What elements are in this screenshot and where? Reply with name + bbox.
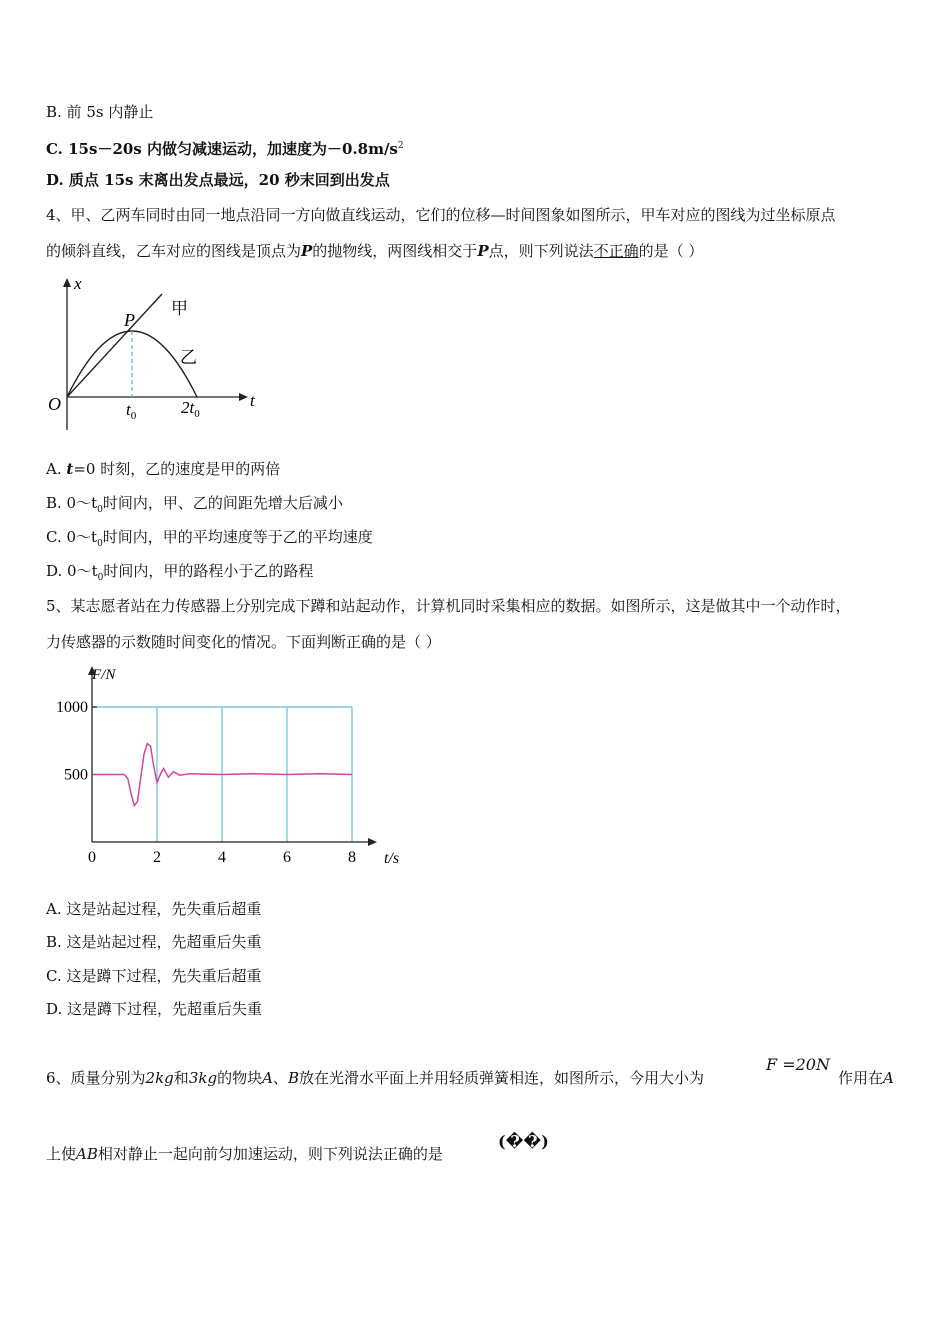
q3-option-b: B. 前 5s 内静止 <box>46 103 154 121</box>
q5-x-label: t/s <box>384 850 400 867</box>
q4-label-yi: 乙 <box>180 348 197 367</box>
q6-stem-line1-end <box>838 1068 894 1088</box>
q4-tick-2t0-sub: 0 <box>194 408 200 420</box>
q4-stem-part-c: 点，则下列说法 <box>488 242 594 260</box>
q4-t-axis-arrow <box>239 393 248 401</box>
q5-y-tick-1000: 1000 <box>56 699 88 716</box>
q4-option-b <box>46 493 343 520</box>
q6-stem-line1 <box>46 1068 704 1088</box>
q4-stem-part-b: 的抛物线，两图线相交于 <box>312 242 478 260</box>
q4-option-c-post: 时间内，甲的平均速度等于乙的平均速度 <box>102 528 373 546</box>
q4-option-a-pre: A. <box>46 460 67 478</box>
q4-stem-p2: P <box>477 242 489 260</box>
q5-option-a: A. 这是站起过程，先失重后超重 <box>46 900 262 918</box>
q5-option-c: C. 这是蹲下过程，先失重后超重 <box>46 967 262 985</box>
q4-stem-underlined: 不正确 <box>593 242 639 260</box>
q4-label-origin: O <box>48 394 61 414</box>
q6-part-b: 和 <box>173 1069 189 1087</box>
q4-stem-part-d: 的是（ ） <box>638 242 704 260</box>
q3-option-c-sup: 2 <box>397 141 404 151</box>
q5-stem-line1: 5、某志愿者站在力传感器上分别完成下蹲和站起动作，计算机同时采集相应的数据。如图所示，这是做其中一个动作时， <box>46 597 851 615</box>
q6-sep: 、 <box>272 1069 288 1087</box>
q4-option-a-post: =0 时刻，乙的速度是甲的两倍 <box>73 460 281 478</box>
q4-option-d-pre: D. 0～t <box>46 562 98 580</box>
q6-part-a: 6、质量分别为 <box>46 1069 146 1087</box>
q4-xt-graph <box>40 272 280 434</box>
q4-stem-line2 <box>46 241 703 261</box>
q4-option-a-t: t <box>66 460 74 478</box>
q4-option-d-post: 时间内，甲的路程小于乙的路程 <box>103 562 314 580</box>
q6-stem-line2 <box>46 1144 443 1164</box>
q5-x-tick-8: 8 <box>348 849 356 866</box>
q3-option-c-text: C. 15s－20s 内做匀减速运动，加速度为－0.8m/s <box>46 140 398 158</box>
q6-answer-paren: (��) <box>498 1132 549 1151</box>
q4-tick-2t0 <box>181 398 200 420</box>
q3-option-c <box>46 136 404 159</box>
q6-block-a2: A <box>883 1069 894 1087</box>
q4-option-d <box>46 561 313 588</box>
q5-option-d: D. 这是蹲下过程，先超重后失重 <box>46 1000 263 1018</box>
q5-x-tick-6: 6 <box>283 849 291 866</box>
q6-block-a: A <box>262 1069 273 1087</box>
q3-option-d-text: D. 质点 15s 末离出发点最远，20 秒末回到出发点 <box>46 171 390 189</box>
q6-line2-part-b: 相对静止一起向前匀加速运动，则下列说法正确的是 <box>97 1145 443 1163</box>
q5-force-time-chart <box>40 660 420 872</box>
q5-tick-labels <box>56 699 356 866</box>
q4-option-a <box>46 459 280 479</box>
q4-label-t: t <box>250 391 255 410</box>
q6-m2: 3 <box>188 1069 199 1087</box>
q4-option-b-sub: 0 <box>97 505 103 515</box>
q4-tick-t0-main: t <box>126 400 131 419</box>
q4-stem-line1: 4、甲、乙两车同时由同一地点沿同一方向做直线运动，它们的位移—时间图象如图所示，甲车对应的图线为过坐标原点 <box>46 206 836 224</box>
q4-tick-t0 <box>126 400 137 422</box>
q4-option-b-pre: B. 0～t <box>46 494 98 512</box>
q5-y-tick-500: 500 <box>64 766 88 784</box>
q6-m1: 2 <box>145 1069 156 1087</box>
q4-x-axis-arrow <box>63 278 71 287</box>
q4-option-c-sub: 0 <box>97 539 103 549</box>
q6-line2-part-a: 上使 <box>46 1145 77 1163</box>
q4-tick-t0-sub: 0 <box>130 410 137 422</box>
q5-x-tick-2: 2 <box>153 849 161 866</box>
q6-formula: F =20N <box>766 1055 830 1074</box>
q5-y-label: F/N <box>92 667 116 683</box>
q4-line-jia <box>67 294 162 397</box>
q5-x-tick-0: 0 <box>88 849 96 866</box>
q5-x-axis-arrow <box>368 838 377 846</box>
q4-option-c <box>46 527 373 554</box>
q4-label-jia: 甲 <box>171 299 188 318</box>
q4-stem-part-a: 的倾斜直线，乙车对应的图线是顶点为 <box>46 242 302 260</box>
q3-option-d <box>46 170 390 190</box>
q5-x-tick-4: 4 <box>218 849 226 866</box>
q6-part-c: 的物块 <box>217 1069 263 1087</box>
q6-block-b: B <box>287 1069 299 1087</box>
q5-stem-line2: 力传感器的示数随时间变化的情况。下面判断正确的是（ ） <box>46 633 441 651</box>
q6-part-e: 作用在 <box>838 1069 884 1087</box>
q4-option-c-pre: C. 0～t <box>46 528 98 546</box>
q6-ab: AB <box>76 1145 98 1163</box>
q5-option-b: B. 这是站起过程，先超重后失重 <box>46 933 262 951</box>
q6-kg2: kg <box>198 1069 218 1087</box>
q4-label-x: x <box>74 274 82 293</box>
q4-tick-2t0-main: 2t <box>181 398 195 417</box>
q4-option-d-sub: 0 <box>97 573 104 583</box>
q4-option-b-post: 时间内，甲、乙的间距先增大后减小 <box>102 494 343 512</box>
q6-kg1: kg <box>155 1069 174 1087</box>
q4-label-p: P <box>124 310 135 330</box>
q6-part-d: 放在光滑水平面上并用轻质弹簧相连，如图所示，今用大小为 <box>298 1069 704 1087</box>
q4-stem-p1: P <box>301 242 313 260</box>
